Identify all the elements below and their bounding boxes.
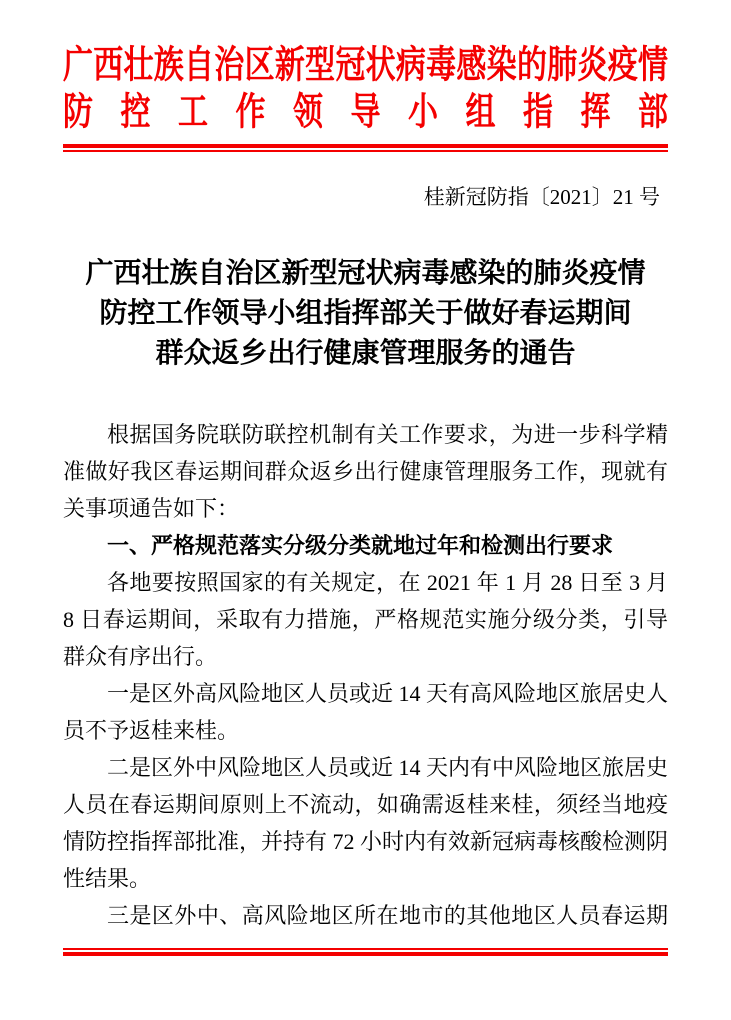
header-double-rule <box>63 144 668 152</box>
section-heading: 一、严格规范落实分级分类就地过年和检测出行要求 <box>107 533 614 558</box>
document-title <box>63 254 668 374</box>
document-title-line: 群众返乡出行健康管理服务的通告 <box>155 338 576 369</box>
document-content <box>63 0 668 956</box>
body-paragraph: 二是区外中风险地区人员或近 14 天内有中风险地区旅居史人员在春运期间原则上不流动，如确需返桂来桂，须经当地疫情防控指挥部批准，并持有 72 小时内有效新冠病毒核酸检测阴性结果。 <box>63 755 669 891</box>
document-title-line: 防控工作领导小组指挥部关于做好春运期间 <box>99 298 632 329</box>
letterhead <box>63 0 668 136</box>
letterhead-line-2: 防控工作领导小组指挥部 <box>63 91 668 134</box>
document-number: 桂新冠防指〔2021〕21 号 <box>423 185 660 209</box>
letterhead-line-1: 广西壮族自治区新型冠状病毒感染的肺炎疫情 <box>63 44 668 87</box>
rule-thin-bar <box>63 150 668 152</box>
body-paragraph: 一是区外高风险地区人员或近 14 天有高风险地区旅居史人员不予返桂来桂。 <box>63 681 669 743</box>
body-paragraph: 三是区外中、高风险地区所在地市的其他地区人员春运期 <box>107 903 668 928</box>
rule-thick-bar <box>63 952 668 956</box>
document-title-line: 广西壮族自治区新型冠状病毒感染的肺炎疫情 <box>85 258 646 289</box>
body-paragraph: 根据国务院联防联控机制有关工作要求，为进一步科学精准做好我区春运期间群众返乡出行健康管理服务工作，现就有关事项通告如下： <box>63 422 668 521</box>
document-body <box>63 416 668 934</box>
body-paragraph: 各地要按照国家的有关规定，在 2021 年 1 月 28 日至 3 月 8 日春运期间，采取有力措施，严格规范实施分级分类，引导群众有序出行。 <box>63 570 668 669</box>
footer-double-rule <box>63 948 668 956</box>
